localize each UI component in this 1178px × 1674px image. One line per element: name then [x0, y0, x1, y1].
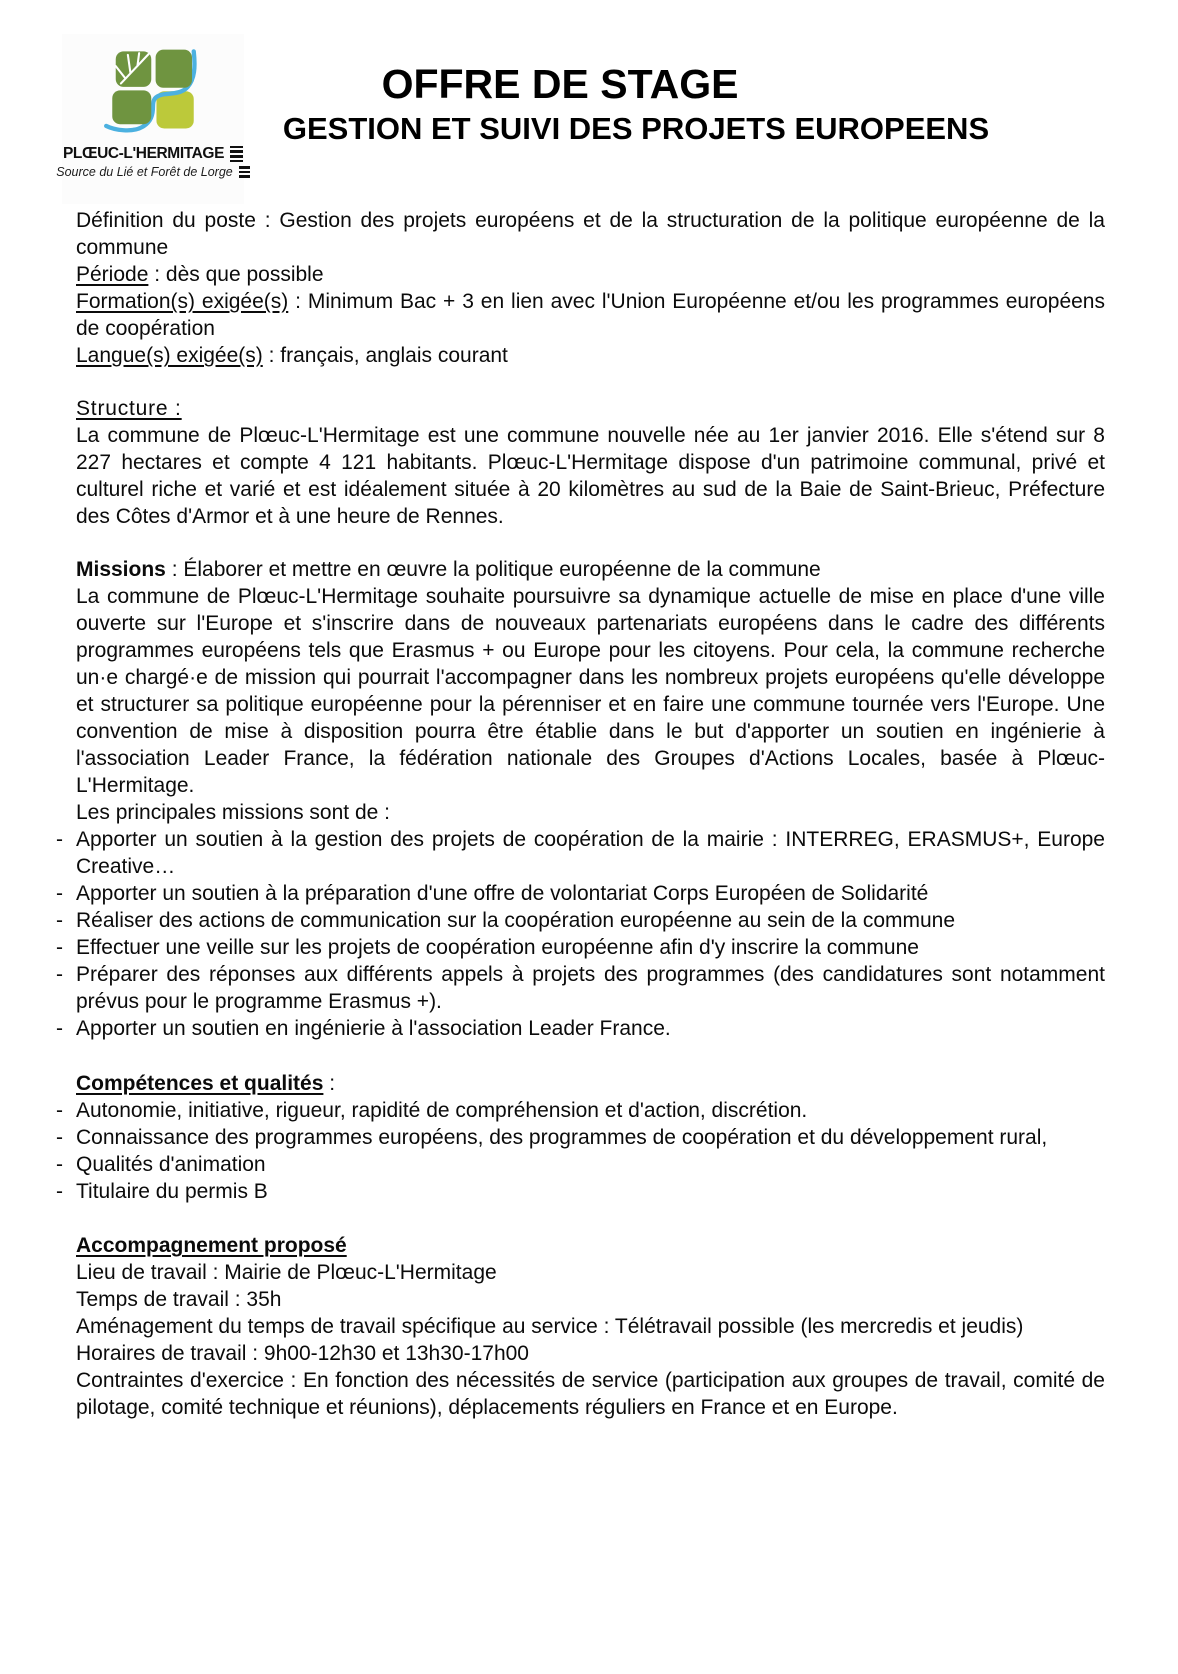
mission-item-text: Préparer des réponses aux différents appels à projets des programmes (des candidatures sont notamment prévus pour le programme Erasmus +).	[76, 963, 1105, 1013]
missions-summary: : Élaborer et mettre en œuvre la politique européenne de la commune	[165, 558, 821, 581]
quality-item-text: Connaissance des programmes européens, des programmes de coopération et du développement rural,	[76, 1126, 1048, 1149]
definition-paragraph: Définition du poste : Gestion des projets européens et de la structuration de la politique européenne de la commune	[76, 209, 1105, 259]
list-item	[56, 1097, 1105, 1124]
langue-label: Langue(s) exigée(s)	[76, 344, 263, 367]
formation-label: Formation(s) exigée(s)	[76, 290, 289, 313]
requirements-block	[76, 261, 1105, 369]
periode-label: Période	[76, 263, 149, 286]
temps-line: Temps de travail : 35h	[76, 1288, 282, 1311]
structure-section	[76, 395, 1105, 530]
mission-item-text: Apporter un soutien à la préparation d'une offre de volontariat Corps Européen de Solidarité	[76, 882, 929, 905]
competences-heading: Compétences et qualités :	[76, 1072, 336, 1095]
mission-item-text: Apporter un soutien à la gestion des projets de coopération de la mairie : INTERREG, ERASMUS+, Europe Creative…	[76, 828, 1105, 878]
hyphen-bullet: -	[56, 1153, 63, 1176]
quality-item-text: Autonomie, initiative, rigueur, rapidité de compréhension et d'action, discrétion.	[76, 1099, 808, 1122]
formation-line	[76, 288, 1105, 342]
mission-item-text: Réaliser des actions de communication sur la coopération européenne au sein de la commune	[76, 909, 956, 932]
list-item	[56, 880, 1105, 907]
hyphen-bullet: -	[56, 909, 63, 932]
list-item	[56, 1124, 1105, 1151]
missions-label: Missions	[76, 558, 166, 581]
document-body	[56, 207, 1105, 1421]
periode-line	[76, 261, 1105, 288]
logo-name-row	[63, 145, 243, 163]
menu-bars-icon	[239, 166, 250, 177]
hyphen-bullet: -	[56, 882, 63, 905]
logo-tagline: Source du Lié et Forêt de Lorge	[56, 165, 233, 179]
list-item	[56, 1178, 1105, 1205]
quality-item-text: Titulaire du permis B	[76, 1180, 268, 1203]
langue-line	[76, 342, 1105, 369]
mission-item-text: Apporter un soutien en ingénierie à l'association Leader France.	[76, 1017, 671, 1040]
document-title: OFFRE DE STAGE	[381, 61, 739, 107]
hyphen-bullet: -	[56, 1099, 63, 1122]
hyphen-bullet: -	[56, 1180, 63, 1203]
structure-heading: Structure :	[76, 397, 182, 420]
list-item	[56, 934, 1105, 961]
hyphen-bullet: -	[56, 828, 63, 851]
document-titles	[0, 62, 1178, 146]
contraintes-paragraph: Contraintes d'exercice : En fonction des nécessités de service (participation aux groupes de travail, comité de pilotage, comité technique et réunions), déplacements réguliers en France et en Europe.	[76, 1369, 1105, 1419]
document-header	[0, 0, 1178, 207]
logo-tagline-row	[56, 165, 250, 179]
logo-name: PLŒUC-L'HERMITAGE	[62, 145, 225, 162]
list-item	[56, 826, 1105, 880]
list-item	[56, 1015, 1105, 1042]
missions-line	[76, 556, 1105, 583]
qualities-list	[56, 1097, 1105, 1205]
missions-list	[56, 826, 1105, 1042]
list-item	[56, 1151, 1105, 1178]
hyphen-bullet: -	[56, 963, 63, 986]
accompagnement-heading: Accompagnement proposé	[76, 1234, 347, 1257]
hyphen-bullet: -	[56, 936, 63, 959]
list-item	[56, 907, 1105, 934]
quality-item-text: Qualités d'animation	[76, 1153, 266, 1176]
work-details-block	[76, 1259, 1105, 1421]
horaires-line: Horaires de travail : 9h00-12h30 et 13h30-17h00	[76, 1342, 529, 1365]
hyphen-bullet: -	[56, 1017, 63, 1040]
list-item	[56, 961, 1105, 1015]
mission-item-text: Effectuer une veille sur les projets de coopération européenne afin d'y inscrire la commune	[76, 936, 919, 959]
menu-bars-icon	[230, 146, 243, 162]
periode-value: : dès que possible	[148, 263, 324, 286]
document-subtitle: GESTION ET SUIVI DES PROJETS EUROPEENS	[282, 111, 990, 146]
langue-value: : français, anglais courant	[262, 344, 508, 367]
missions-list-intro: Les principales missions sont de :	[76, 801, 390, 824]
hyphen-bullet: -	[56, 1126, 63, 1149]
competences-colon: :	[323, 1072, 336, 1095]
lieu-line: Lieu de travail : Mairie de Plœuc-L'Hermitage	[76, 1261, 497, 1284]
formation-value: : Minimum Bac + 3 en lien avec l'Union Européenne et/ou les programmes européens de coopération	[76, 290, 1105, 340]
amenagement-line: Aménagement du temps de travail spécifique au service : Télétravail possible (les mercredis et jeudis)	[76, 1315, 1024, 1338]
missions-paragraph: La commune de Plœuc-L'Hermitage souhaite poursuivre sa dynamique actuelle de mise en place d'une ville ouverte sur l'Europe et s'inscrire dans de nouveaux partenariats européens dans le cadre des différents programmes européens tels que Erasmus + ou Europe pour les citoyens. Pour cela, la commune recherche un·e chargé·e de mission qui pourrait l'accompagner dans les nombreux projets européens qu'elle développe et structurer sa politique européenne pour la pérenniser et en faire une commune tournée vers l'Europe. Une convention de mise à disposition pourra être établie dans le but d'apporter un soutien en ingénierie à l'association Leader France, la fédération nationale des Groupes d'Actions Locales, basée à Plœuc-L'Hermitage.	[76, 585, 1105, 797]
structure-paragraph: La commune de Plœuc-L'Hermitage est une commune nouvelle née au 1er janvier 2016. Elle s'étend sur 8 227 hectares et compte 4 121 habitants. Plœuc-L'Hermitage dispose d'un patrimoine communal, privé et culturel riche et varié et est idéalement située à 20 kilomètres au sud de la Baie de Saint-Brieuc, Préfecture des Côtes d'Armor et à une heure de Rennes.	[76, 424, 1105, 528]
